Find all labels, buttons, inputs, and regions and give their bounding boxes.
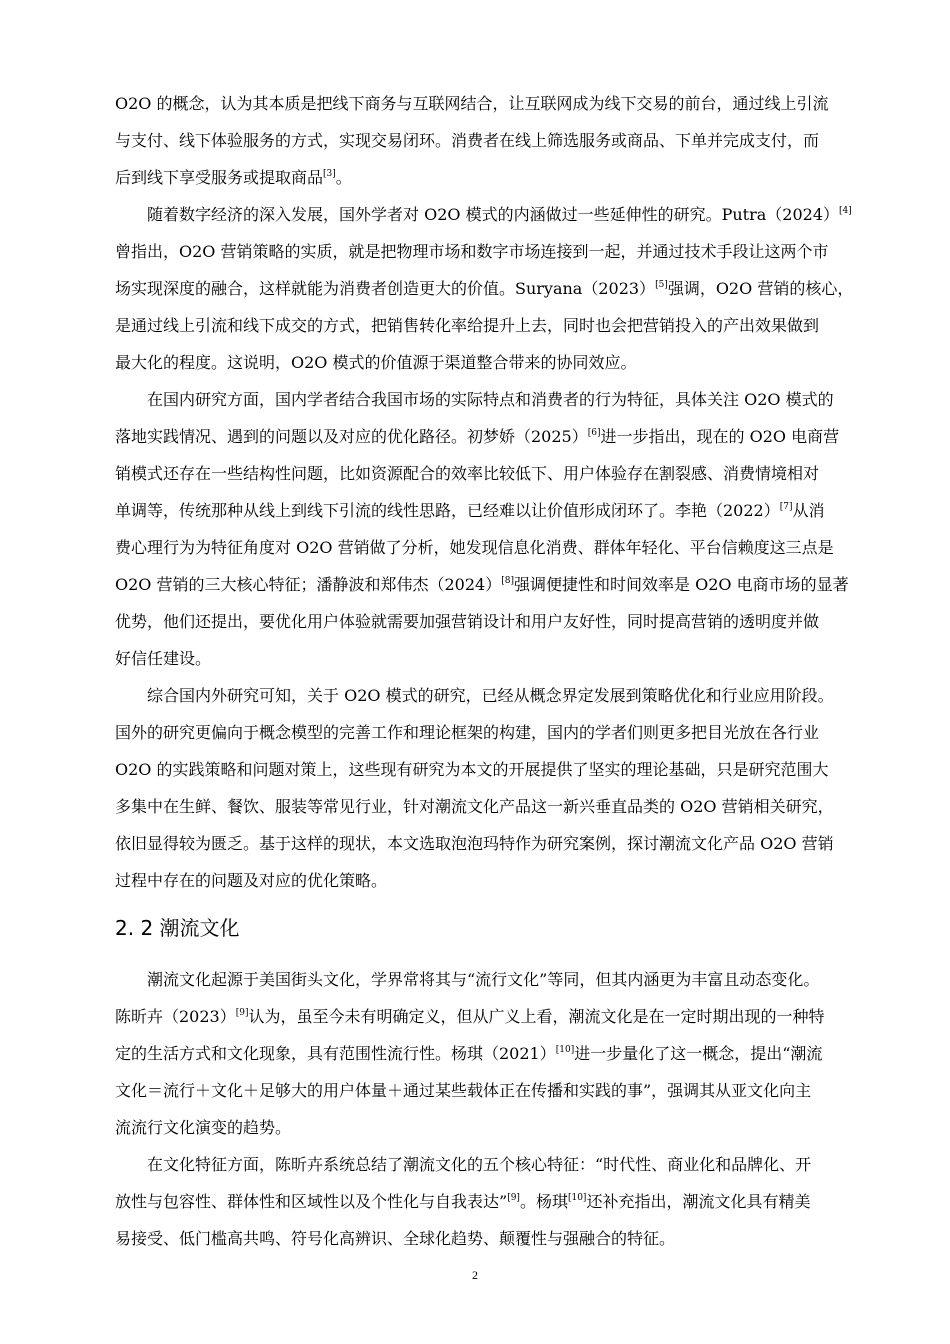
text: 后到线下享受服务或提取商品 — [115, 168, 324, 187]
paragraph-3-line-5: 费心理行为为特征角度对 O2O 营销做了分析，她发现信息化消费、群体年轻化、平台信赖度这三点是 — [115, 538, 834, 557]
citation-ref: [7] — [779, 502, 793, 512]
text: O2O 营销的三大核心特征；潘静波和郑伟杰（2024） — [115, 575, 502, 594]
paragraph-4-line-5: 依旧显得较为匮乏。基于这样的现状，本文选取泡泡玛特作为研究案例，探讨潮流文化产品 O2O 营销 — [115, 834, 834, 853]
citation-ref: [9] — [235, 1008, 249, 1018]
paragraph-3-line-3: 销模式还存在一些结构性问题，比如资源配合的效率比较低下、用户体验存在割裂感、消费情境相对 — [115, 464, 820, 483]
text: 放性与包容性、群体性和区域性以及个性化与自我表达” — [115, 1192, 508, 1211]
paragraph-3-line-4 — [115, 492, 850, 529]
citation-ref: [9] — [507, 1193, 520, 1203]
paragraph-3-line-2 — [115, 418, 850, 455]
paragraph-5-line-4: 文化＝流行＋文化＋足够大的用户体量＋通过某些载体正在传播和实践的事”，强调其从亚文化向主 — [115, 1081, 812, 1100]
text: 陈昕卉（2023） — [115, 1007, 236, 1026]
paragraph-4-line-2: 国外的研究更偏向于概念模型的完善工作和理论框架的构建，国内的学者们则更多把目光放在各行业 — [115, 723, 820, 742]
paragraph-2-line-1 — [115, 196, 850, 233]
text: 还补充指出，潮流文化具有精美 — [586, 1192, 811, 1211]
paragraph-1-line-3 — [115, 159, 850, 196]
text: 。杨琪 — [519, 1192, 568, 1211]
text: 强调，O2O 营销的核心， — [667, 279, 854, 298]
text: 强调便捷性和时间效率是 O2O 电商市场的显著 — [513, 575, 849, 594]
text: 定的生活方式和文化现象，具有范围性流行性。杨琪（2021） — [115, 1044, 556, 1063]
paragraph-3-line-6 — [115, 566, 850, 603]
paragraph-5-line-3 — [115, 1035, 850, 1072]
paragraph-4-line-6: 过程中存在的问题及对应的优化策略。 — [115, 871, 388, 890]
paragraph-1-line-2: 与支付、线下体验服务的方式，实现交易闭环。消费者在线上筛选服务或商品、下单并完成支付，而 — [115, 131, 820, 150]
citation-ref: [6] — [587, 428, 601, 438]
text: 从消 — [792, 501, 825, 520]
citation-ref: [10] — [567, 1193, 587, 1203]
paragraph-6-line-2 — [115, 1183, 850, 1220]
section-heading: 2. 2 潮流文化 — [115, 916, 240, 940]
text: 认为，虽至今未有明确定义，但从广义上看，潮流文化是在一定时期出现的一种特 — [248, 1007, 825, 1026]
paragraph-4-line-1: 综合国内外研究可知，关于 O2O 模式的研究，已经从概念界定发展到策略优化和行业应用阶段。 — [147, 686, 834, 705]
citation-ref: [8] — [501, 576, 514, 586]
page-number: 2 — [472, 1268, 478, 1282]
text: 随着数字经济的深入发展，国外学者对 O2O 模式的内涵做过一些延伸性的研究。Putra（2024） — [147, 205, 839, 224]
paragraph-3-line-1: 在国内研究方面，国内学者结合我国市场的实际特点和消费者的行为特征，具体关注 O2O 模式的 — [147, 390, 834, 409]
paragraph-2-line-5: 最大化的程度。这说明，O2O 模式的价值源于渠道整合带来的协同效应。 — [115, 353, 637, 372]
paragraph-3 — [115, 381, 850, 677]
paragraph-3-line-8: 好信任建设。 — [115, 649, 212, 668]
paragraph-4 — [115, 677, 850, 899]
paragraph-5-line-1: 潮流文化起源于美国街头文化，学界常将其与“流行文化”等同，但其内涵更为丰富且动态变化。 — [147, 970, 820, 989]
citation-ref: [10] — [555, 1045, 575, 1055]
citation-ref: [4] — [839, 206, 852, 216]
paragraph-2-line-2: 曾指出，O2O 营销策略的实质，就是把物理市场和数字市场连接到一起，并通过技术手段让这两个市 — [115, 242, 829, 261]
paragraph-3-line-7: 优势，他们还提出，要优化用户体验就需要加强营销设计和用户友好性，同时提高营销的透明度并做 — [115, 612, 820, 631]
citation-ref: [5] — [655, 280, 668, 290]
text: 落地实践情况、遇到的问题以及对应的优化路径。初梦娇（2025） — [115, 427, 588, 446]
paragraph-4-line-4: 多集中在生鲜、餐饮、服装等常见行业，针对潮流文化产品这一新兴垂直品类的 O2O 营销相关研究， — [115, 797, 834, 816]
text: 进一步量化了这一概念，提出“潮流 — [574, 1044, 823, 1063]
paragraph-6 — [115, 1146, 850, 1257]
paragraph-4-line-3: O2O 的实践策略和问题对策上，这些现有研究为本文的开展提供了坚实的理论基础，只是研究范围大 — [115, 760, 829, 779]
text: 。 — [335, 168, 352, 187]
paragraph-2-line-4: 是通过线上引流和线下成交的方式，把销售转化率给提升上去，同时也会把营销投入的产出效果做到 — [115, 316, 820, 335]
paragraph-6-line-3: 易接受、低门槛高共鸣、符号化高辨识、全球化趋势、颠覆性与强融合的特征。 — [115, 1229, 676, 1248]
paragraph-1 — [115, 85, 850, 196]
paragraph-5 — [115, 961, 850, 1146]
paragraph-6-line-1: 在文化特征方面，陈昕卉系统总结了潮流文化的五个核心特征：“时代性、商业化和品牌化、开 — [147, 1155, 812, 1174]
citation-ref: [3] — [323, 169, 336, 179]
paragraph-5-line-2 — [115, 998, 850, 1035]
paragraph-2-line-3 — [115, 270, 854, 307]
paragraph-1-line-1: O2O 的概念，认为其本质是把线下商务与互联网结合，让互联网成为线下交易的前台，通过线上引流 — [115, 94, 829, 113]
text: 单调等，传统那种从线上到线下引流的线性思路，已经难以让价值形成闭环了。李艳（2022） — [115, 501, 780, 520]
paragraph-5-line-5: 流流行文化演变的趋势。 — [115, 1118, 292, 1137]
text: 进一步指出，现在的 O2O 电商营 — [600, 427, 840, 446]
paragraph-2 — [115, 196, 854, 381]
text: 场实现深度的融合，这样就能为消费者创造更大的价值。Suryana（2023） — [115, 279, 656, 298]
